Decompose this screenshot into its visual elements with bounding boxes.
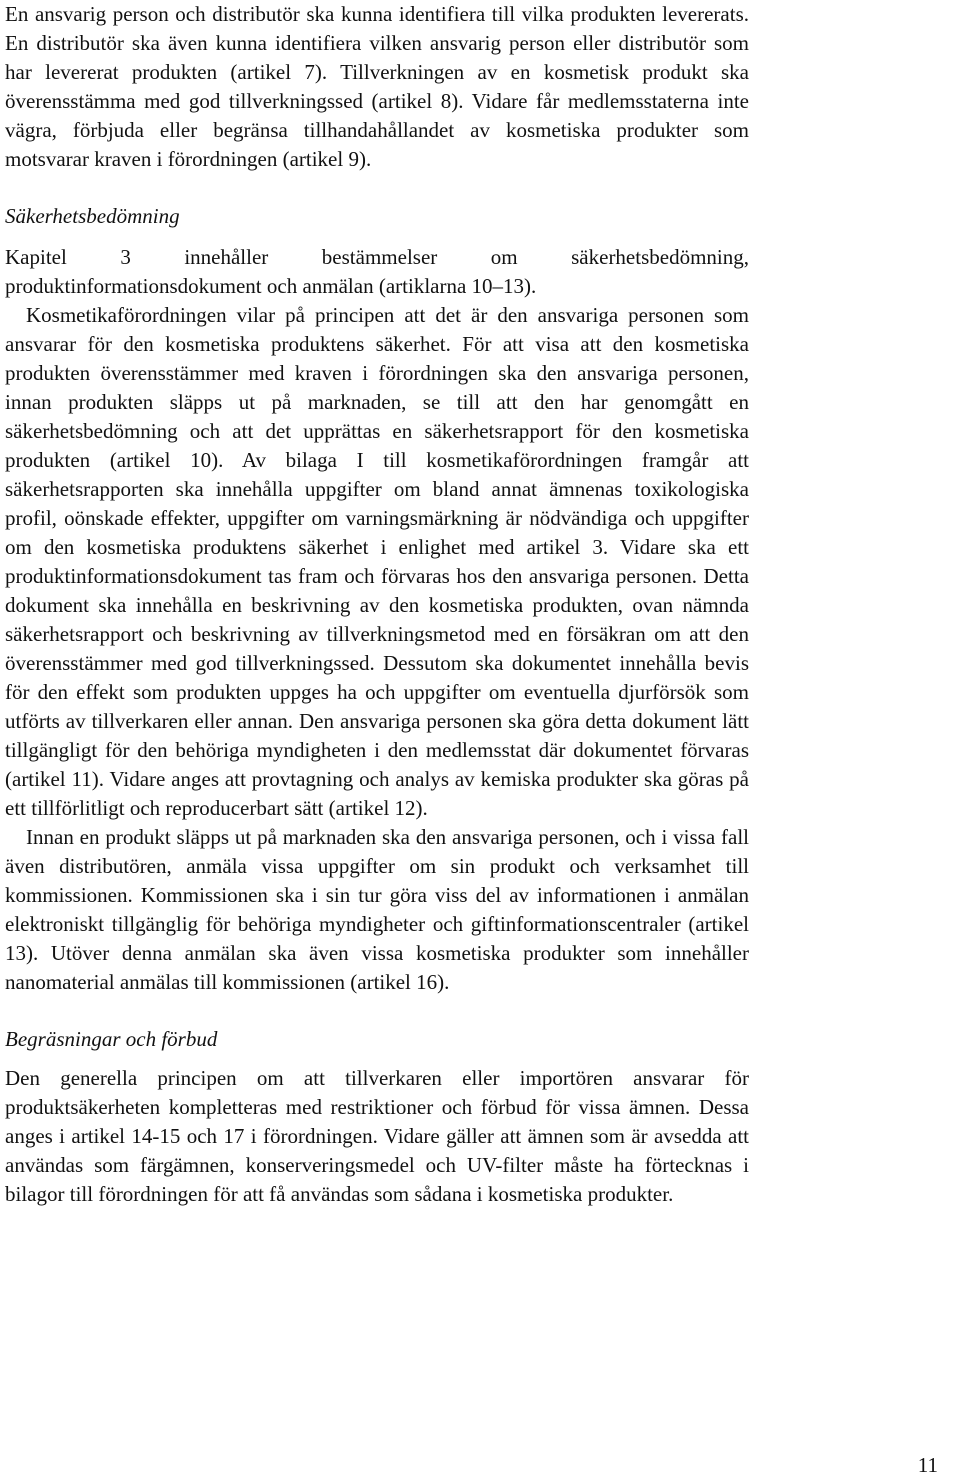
document-page [5, 0, 749, 1209]
page-number: 11 [917, 1453, 938, 1477]
paragraph-restrictions: Den generella principen om att tillverkaren eller importören ansvarar för produktsäkerheten kompletteras med restriktioner och förbud för vissa ämnen. Dessa anges i artikel 14-15 och 17 i förordningen. Vidare gäller att ämnen som är avsedda att användas som färgämnen, konserveringsmedel och UV-filter måste ha förtecknas i bilagor till förordningen för att få användas som sådana i kosmetiska produkter. [5, 1066, 749, 1206]
paragraph-intro: En ansvarig person och distributör ska kunna identifiera till vilka produkten levererats. En distributör ska även kunna identifiera vilken ansvarig person eller distributör som har levererat produkten (artikel 7). Tillverkningen av en kosmetisk produkt ska överensstämma med god tillverkningssed (artikel 8). Vidare får medlemsstaterna inte vägra, förbjuda eller begränsa tillhandahållandet av kosmetiska produkter som motsvarar kraven i förordningen (artikel 9). [5, 2, 749, 171]
paragraph-notification: Innan en produkt släpps ut på marknaden ska den ansvariga personen, och i vissa fall även distributören, anmäla vissa uppgifter om sin produkt och verksamhet till kommissionen. Kommissionen ska i sin tur göra viss del av informationen i anmälan elektroniskt tillgänglig för behöriga myndigheter och giftinformationscentraler (artikel 13). Utöver denna anmälan ska även vissa kosmetiska produkter som innehåller nanomaterial anmälas till kommissionen (artikel 16). [5, 825, 749, 994]
heading-safety-assessment: Säkerhetsbedömning [5, 204, 180, 228]
paragraph-safety-intro: Kapitel 3 innehåller bestämmelser om säkerhetsbedömning, produktinformationsdokument och anmälan (artiklarna 10–13). [5, 245, 749, 298]
heading-restrictions: Begräsningar och förbud [5, 1027, 218, 1051]
paragraph-safety-main: Kosmetikaförordningen vilar på principen att det är den ansvariga personen som ansvarar för den kosmetiska produktens säkerhet. För att visa att den kosmetiska produkten överensstämmer med kraven i förordningen ska den ansvariga personen, innan produkten släpps ut på marknaden, se till att den har genomgått en säkerhetsbedömning och att det upprättas en säkerhetsrapport för den kosmetiska produkten (artikel 10). Av bilaga I till kosmetikaförordningen framgår att säkerhetsrapporten ska innehålla uppgifter om bland annat ämnenas toxikologiska profil, oönskade effekter, uppgifter om varningsmärkning är nödvändiga och uppgifter om den kosmetiska produktens säkerhet i enlighet med artikel 3. Vidare ska ett produktinformationsdokument tas fram och förvaras hos den ansvariga personen. Detta dokument ska innehålla en beskrivning av den kosmetiska produkten, ovan nämnda säkerhetsrapport och beskrivning av tillverkningsmetod med en försäkran om att den överensstämmer med god tillverkningssed. Dessutom ska dokumentet innehålla bevis för den effekt som produkten uppges ha och uppgifter om eventuella djurförsök som utförts av tillverkaren eller annan. Den ansvariga personen ska göra detta dokument lätt tillgängligt för den behöriga myndigheten i den medlemsstat där dokumentet förvaras (artikel 11). Vidare anges att provtagning och analys av kemiska produkter ska göras på ett tillförlitligt och reproducerbart sätt (artikel 12). [5, 303, 749, 820]
